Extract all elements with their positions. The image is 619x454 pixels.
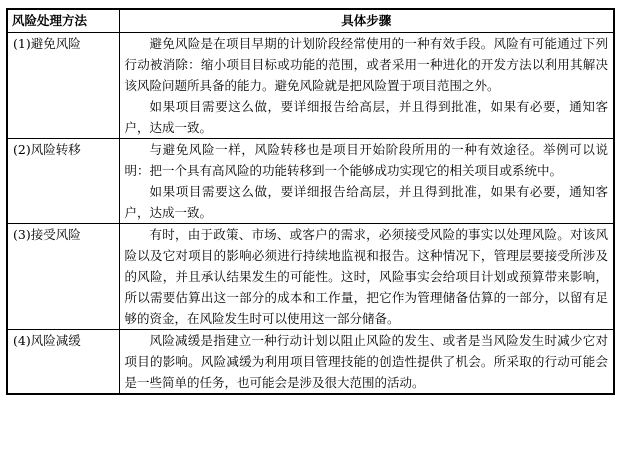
risk-handling-table [6,8,615,395]
steps-avoid-risk [119,33,614,139]
steps-paragraph: 风险减缓是指建立一种行动计划以阻止风险的发生、或者是当风险发生时减少它对项目的影响。风险减缓为利用项目管理技能的创造性提供了机会。所采取的行动可能会是一些简单的任务，也可能会是涉及很大范围的活动。 [124,333,608,390]
steps-mitigate-risk [119,330,614,395]
table-row-avoid [7,33,614,139]
method-mitigate-risk: (4)风险减缓 [7,330,119,395]
table-row-accept [7,224,614,330]
steps-accept-risk [119,224,614,330]
method-transfer-risk: (2)风险转移 [7,139,119,224]
steps-transfer-risk [119,139,614,224]
steps-paragraph: 与避免风险一样，风险转移也是项目开始阶段所用的一种有效途径。举例可以说明：把一个具有高风险的功能转移到一个能够成功实现它的相关项目或系统中。 [124,142,608,178]
steps-paragraph: 避免风险是在项目早期的计划阶段经常使用的一种有效手段。风险有可能通过下列行动被消除：缩小项目目标或功能的范围，或者采用一种进化的开发方法以利用其解决该风险问题所具备的能力。避免风险就是把风险置于项目范围之外。 [124,36,608,93]
method-accept-risk: (3)接受风险 [7,224,119,330]
header-method: 风险处理方法 [7,9,119,33]
steps-paragraph: 如果项目需要这么做，要详细报告给高层，并且得到批准，如果有必要，通知客户，达成一致。 [124,184,608,220]
table-row-transfer [7,139,614,224]
steps-paragraph: 有时，由于政策、市场、或客户的需求，必须接受风险的事实以处理风险。对该风险以及它对项目的影响必须进行持续地监视和报告。这种情况下，管理层要接受所涉及的风险，并且承认结果发生的可能性。这时，风险事实会给项目计划或预算带来影响，所以需要估算出这一部分的成本和工作量，把它作为管理储备估算的一部分，以留有足够的资金，在风险发生时可以使用这一部分储备。 [124,227,608,326]
method-avoid-risk: (1)避免风险 [7,33,119,139]
header-steps: 具体步骤 [119,9,614,33]
steps-paragraph: 如果项目需要这么做，要详细报告给高层，并且得到批准，如果有必要，通知客户，达成一致。 [124,99,608,135]
table-row-mitigate [7,330,614,395]
header-row [7,9,614,33]
